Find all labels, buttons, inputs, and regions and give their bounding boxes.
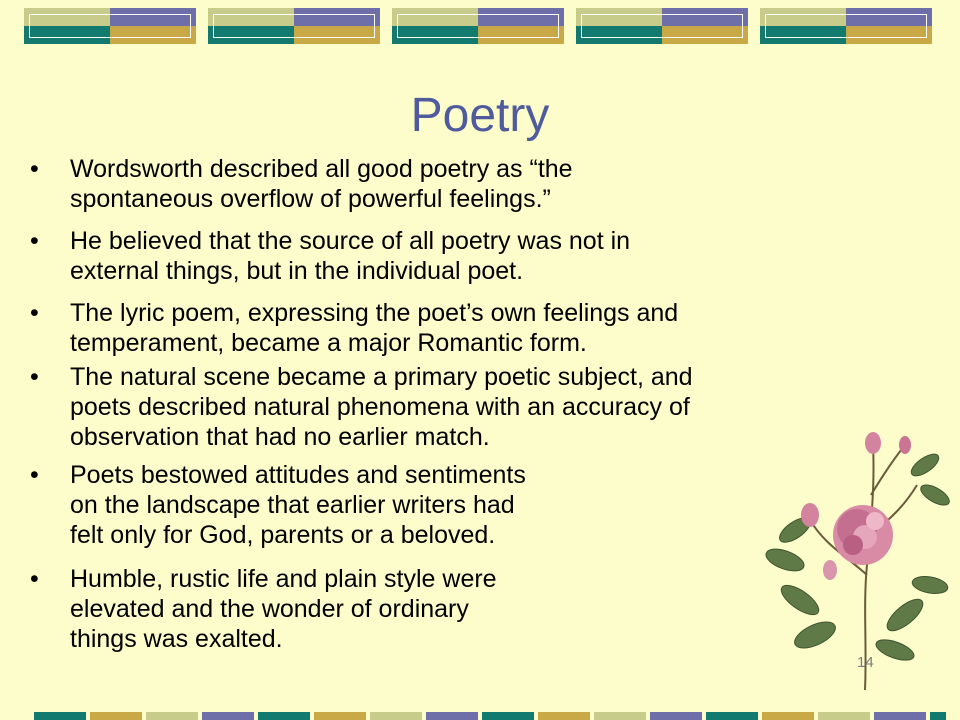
page-number: 14 xyxy=(857,654,874,671)
decorative-segment xyxy=(594,712,646,720)
bullet-line: temperament, became a major Romantic form. xyxy=(70,329,587,357)
decorative-block xyxy=(576,8,748,44)
decorative-block xyxy=(24,8,196,44)
decorative-block-frame xyxy=(397,14,559,38)
bullet-icon: • xyxy=(30,227,39,255)
decorative-segment xyxy=(538,712,590,720)
decorative-segment xyxy=(426,712,478,720)
top-decorative-band xyxy=(24,8,936,44)
rose-illustration xyxy=(755,425,955,695)
bullet-line: Wordsworth described all good poetry as “the xyxy=(70,155,573,183)
decorative-segment xyxy=(874,712,926,720)
bullet-line: observation that had no earlier match. xyxy=(70,423,490,451)
decorative-segment xyxy=(202,712,254,720)
bullet-icon: • xyxy=(30,363,39,391)
bullet-text xyxy=(70,226,630,286)
bullet-line: external things, but in the individual poet. xyxy=(70,257,524,285)
bullet-line: on the landscape that earlier writers had xyxy=(70,491,515,519)
decorative-segment xyxy=(706,712,758,720)
bullet-icon: • xyxy=(30,299,39,327)
decorative-segment xyxy=(314,712,366,720)
decorative-block xyxy=(760,8,932,44)
bullet-icon: • xyxy=(30,565,39,593)
bullet-line: Poets bestowed attitudes and sentiments xyxy=(70,461,526,489)
decorative-segment xyxy=(90,712,142,720)
bullet-line: The lyric poem, expressing the poet’s own feelings and xyxy=(70,299,679,327)
decorative-block xyxy=(392,8,564,44)
decorative-block-frame xyxy=(765,14,927,38)
decorative-segment xyxy=(482,712,534,720)
decorative-segment xyxy=(818,712,870,720)
bullet-line: elevated and the wonder of ordinary xyxy=(70,595,469,623)
bullet-text xyxy=(70,298,678,358)
bullet-text xyxy=(70,564,497,654)
bullet-line: spontaneous overflow of powerful feelings.” xyxy=(70,185,551,213)
bullet-icon: • xyxy=(30,461,39,489)
bullet-line: He believed that the source of all poetry was not in xyxy=(70,227,631,255)
decorative-block-frame xyxy=(213,14,375,38)
decorative-block xyxy=(208,8,380,44)
bullet-line: Humble, rustic life and plain style were xyxy=(70,565,497,593)
decorative-segment xyxy=(930,712,946,720)
bullet-icon: • xyxy=(30,155,39,183)
decorative-segment xyxy=(370,712,422,720)
slide-title: Poetry xyxy=(410,89,550,142)
bullet-line: felt only for God, parents or a beloved. xyxy=(70,521,496,549)
decorative-segment xyxy=(34,712,86,720)
bullet-text xyxy=(70,154,573,214)
bullet-line: things was exalted. xyxy=(70,625,283,653)
decorative-segment xyxy=(762,712,814,720)
decorative-block-frame xyxy=(29,14,191,38)
bullet-text xyxy=(70,362,693,452)
bullet-line: poets described natural phenomena with an accuracy of xyxy=(70,393,690,421)
decorative-segment xyxy=(146,712,198,720)
bottom-decorative-band xyxy=(34,712,946,720)
decorative-segment xyxy=(650,712,702,720)
bullet-text xyxy=(70,460,526,550)
decorative-segment xyxy=(258,712,310,720)
decorative-block-frame xyxy=(581,14,743,38)
bullet-line: The natural scene became a primary poetic subject, and xyxy=(70,363,693,391)
